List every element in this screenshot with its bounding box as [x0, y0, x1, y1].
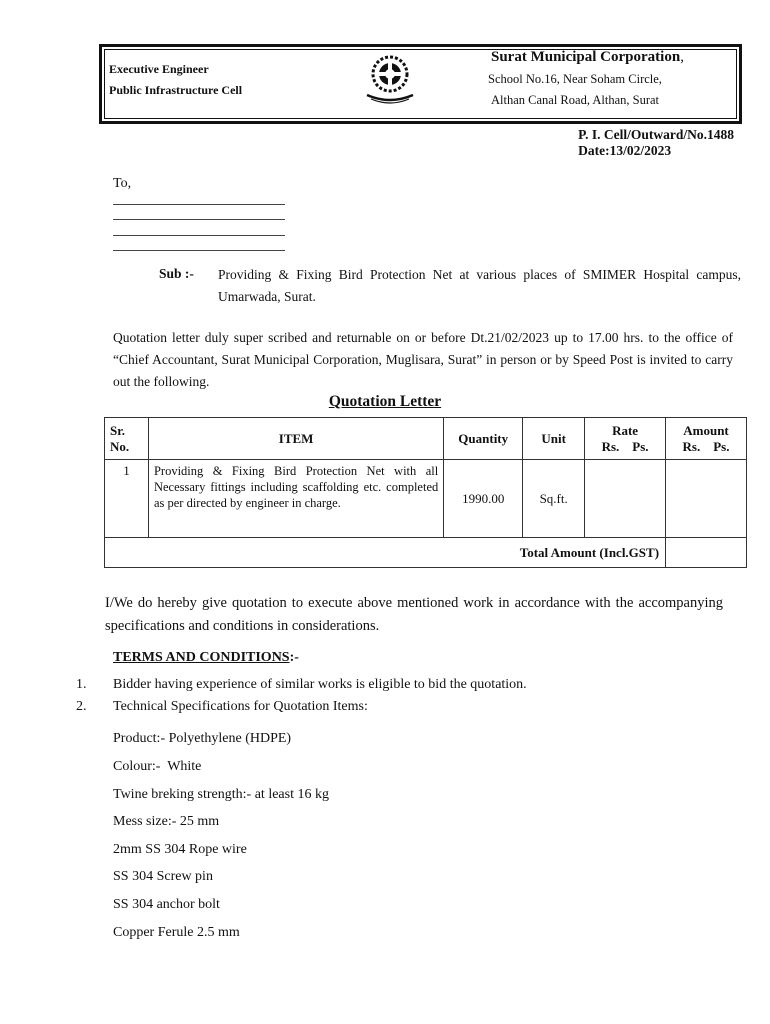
terms-heading	[113, 650, 299, 666]
header-quantity: Quantity	[444, 418, 523, 460]
header-sr-no	[105, 418, 149, 460]
subject-text: Providing & Fixing Bird Protection Net at various places of SMIMER Hospital campus, Umarwada, Surat.	[218, 267, 741, 304]
quotation-letter-title: Quotation Letter	[328, 393, 442, 410]
quotation-table	[104, 417, 747, 568]
header-sr-line1: Sr.	[110, 422, 126, 438]
table-row	[105, 460, 747, 538]
to-salutation: To,	[113, 176, 132, 191]
header-rate	[585, 418, 666, 460]
address-blank-line-4	[113, 250, 285, 251]
intro-paragraph: Quotation letter duly super scribed and returnable on or before Dt.21/02/2023 up to 17.00 hrs. to the office of “Chief Accountant, Surat Municipal Corporation, Muglisara, Surat” in person or by Speed Post is invited to carry out the following.	[113, 330, 733, 389]
header-amount	[666, 418, 747, 460]
header-rate-label: Rate	[612, 422, 639, 438]
terms-title: TERMS AND CONDITIONS	[113, 650, 290, 665]
cell-sr: 1	[105, 460, 149, 538]
org-name	[491, 49, 684, 66]
spec-mess-size: Mess size:- 25 mm	[113, 814, 220, 829]
spec-colour: Colour:- White	[113, 759, 202, 774]
total-amount-label: Total Amount (Incl.GST)	[105, 538, 666, 568]
term-text-1: Bidder having experience of similar works is eligible to bid the quotation.	[113, 677, 527, 692]
spec-anchor-bolt: SS 304 anchor bolt	[113, 897, 220, 912]
spec-copper-ferule: Copper Ferule 2.5 mm	[113, 925, 240, 940]
term-text-2: Technical Specifications for Quotation Items:	[113, 699, 368, 714]
address-line-1: School No.16, Near Soham Circle,	[488, 72, 662, 86]
reference-block	[578, 127, 734, 159]
table-header-row	[105, 418, 747, 460]
table-total-row	[105, 538, 747, 568]
subject-label: Sub :-	[159, 266, 194, 281]
header-item: ITEM	[148, 418, 443, 460]
address-blank-line-3	[113, 235, 285, 236]
cell-quantity: 1990.00	[444, 460, 523, 538]
header-amount-sub: Rs. Ps.	[682, 438, 730, 454]
cell-rate	[585, 460, 666, 538]
designation-executive-engineer: Executive Engineer	[109, 62, 209, 76]
term-number-1: 1.	[76, 677, 87, 692]
letter-date: Date:13/02/2023	[578, 143, 672, 158]
address-blank-line-1	[113, 204, 285, 205]
header-rate-sub: Rs. Ps.	[601, 438, 649, 454]
cell-item: Providing & Fixing Bird Protection Net with all Necessary fittings including scaffolding etc. completed as per directed by engineer in charge.	[148, 460, 443, 538]
spec-twine-strength: Twine breking strength:- at least 16 kg	[113, 787, 329, 802]
term-number-2: 2.	[76, 699, 87, 714]
address-line-2: Althan Canal Road, Althan, Surat	[491, 93, 660, 107]
cell-unit: Sq.ft.	[523, 460, 585, 538]
smc-emblem-logo	[359, 51, 421, 107]
outward-number: P. I. Cell/Outward/No.1488	[578, 127, 734, 142]
header-amount-label: Amount	[683, 422, 729, 438]
org-name-text: Surat Municipal Corporation	[491, 49, 681, 65]
spec-screw-pin: SS 304 Screw pin	[113, 869, 213, 884]
department-name: Public Infrastructure Cell	[109, 83, 243, 97]
header-unit: Unit	[523, 418, 585, 460]
total-amount-value	[666, 538, 747, 568]
header-sr-line2: No.	[110, 438, 130, 454]
org-name-comma: ,	[680, 49, 684, 65]
terms-suffix: :-	[289, 650, 299, 665]
cell-amount	[666, 460, 747, 538]
address-blank-line-2	[113, 219, 285, 220]
spec-product: Product:- Polyethylene (HDPE)	[113, 731, 292, 746]
spec-rope-wire: 2mm SS 304 Rope wire	[113, 842, 247, 857]
declaration-paragraph: I/We do hereby give quotation to execute above mentioned work in accordance with the accompanying specifications and conditions in considerations.	[105, 595, 723, 634]
